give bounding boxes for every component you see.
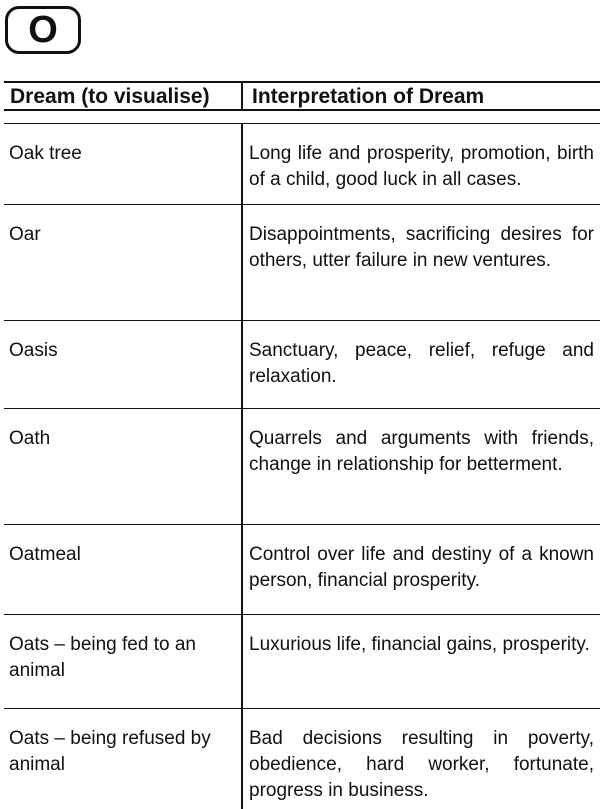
column-divider	[241, 205, 243, 321]
table-row	[4, 708, 600, 808]
header-divider	[241, 83, 243, 109]
section-letter-badge: O	[5, 6, 81, 54]
interpretation-cell: Quarrels and arguments with friends, change in relationship for betterment.	[249, 428, 594, 475]
interpretation-cell: Sanctuary, peace, relief, refuge and relaxation.	[249, 340, 594, 387]
column-divider	[241, 615, 243, 709]
dream-cell: Oath	[9, 428, 51, 449]
dream-table	[4, 123, 600, 808]
dream-cell: Oatmeal	[9, 544, 81, 565]
dream-cell: Oats – being fed to an animal	[9, 634, 196, 681]
table-row	[4, 408, 600, 524]
column-divider	[241, 709, 243, 809]
interpretation-cell: Long life and prosperity, promotion, birth of a child, good luck in all cases.	[249, 143, 594, 190]
table-row	[4, 524, 600, 614]
column-divider	[241, 525, 243, 615]
interpretation-cell: Luxurious life, financial gains, prosperity.	[249, 634, 590, 655]
table-header	[4, 81, 600, 111]
column-header-interpretation: Interpretation of Dream	[252, 85, 485, 108]
table-row	[4, 614, 600, 708]
dream-cell: Oar	[9, 224, 41, 245]
interpretation-cell: Control over life and destiny of a known person, financial prosperity.	[249, 544, 594, 591]
table-row	[4, 320, 600, 408]
dream-cell: Oak tree	[9, 143, 82, 164]
column-divider	[241, 409, 243, 525]
interpretation-cell: Disappointments, sacrificing desires for others, utter failure in new ventures.	[249, 224, 594, 271]
table-row	[4, 204, 600, 320]
table-row	[4, 123, 600, 204]
column-header-dream: Dream (to visualise)	[10, 85, 210, 108]
column-divider	[241, 124, 243, 205]
dream-cell: Oats – being refused by animal	[9, 728, 211, 775]
column-divider	[241, 321, 243, 409]
interpretation-cell: Bad decisions resulting in poverty, obedience, hard worker, fortunate, progress in business.	[249, 728, 594, 801]
dream-cell: Oasis	[9, 340, 58, 361]
